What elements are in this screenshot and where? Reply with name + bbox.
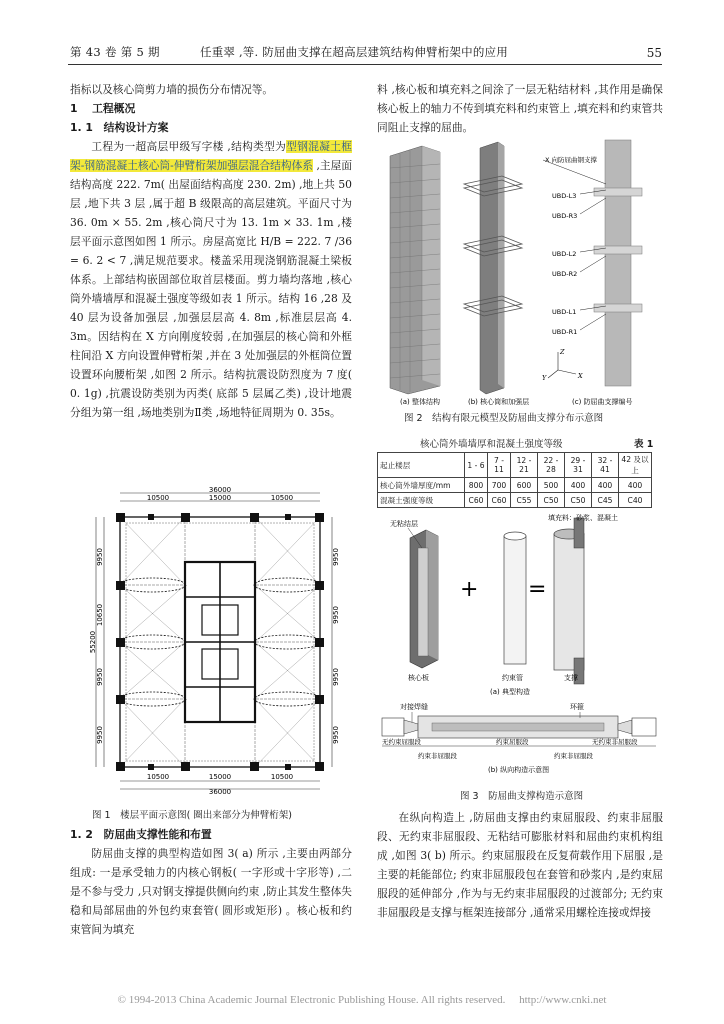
copyright-footer: © 1994-2013 China Academic Journal Electronic Publishing House. All rights reserved. http://www.cnki.net bbox=[117, 994, 607, 1006]
cell: 12 - 21 bbox=[511, 453, 538, 478]
fig2-sub-b: (b) 核心筒和加强层 bbox=[468, 398, 530, 406]
dim-left-4: 9950 bbox=[96, 726, 104, 744]
label-ubd-l3: UBD-L3 bbox=[552, 192, 577, 200]
page-number: 55 bbox=[646, 46, 662, 60]
running-title: 任重翠 ,等. 防屈曲支撑在超高层建筑结构伸臂桁架中的应用 bbox=[200, 45, 508, 59]
cell: 700 bbox=[488, 478, 511, 493]
cell: C40 bbox=[619, 493, 652, 508]
table-1-number: 表 1 bbox=[634, 439, 654, 450]
label-ubd-l2: UBD-L2 bbox=[552, 250, 577, 258]
cell: 600 bbox=[511, 478, 538, 493]
design-text-post: ,主屋面结构高度 222. 7m( 出屋面结构高度 230. 2m) ,地上共 50 层 ,地下共 3 层 ,属于超 B 级限高的高层建筑。平面尺寸为 36. 0m × 55. 2m ,核心筒尺寸为 13. 1m × 33. 1m ,楼层平面示意图如图 1 所示。房屋高宽比 H/B = 222. 7 /36 = 6. 2 < 7 ,满足规范要求。楼盖采用现浇钢筋混凝土梁板体系。上部结构嵌固部位取首层楼面。剪力墙均落地 ,核心筒外墙墙厚和混凝土强度等级如表 1 所示。结构 16 ,28 及 40 层为设备加强层 ,加强层层高 4. 8m ,标准层层高 4. 3m。因结构在 X 方向刚度较弱 ,在加强层的核心筒和外框柱间沿 X 方向设置伸臂桁架 ,并在 3 处加强层的外框筒位置设置环向腰桁架 ,如图 2 所示。结构抗震设防烈度为 7 度( 0. 1g) ,抗震设防类别为丙类( 底部 5 层属乙类) ,设计地震分组为第一组 ,场地类别为Ⅱ类 ,场地特征周期为 0. 35s。 bbox=[70, 159, 353, 419]
floor-plan-drawing bbox=[90, 487, 345, 795]
figure-1-floor-plan bbox=[90, 487, 345, 795]
label-ring: 环箍 bbox=[570, 703, 584, 711]
section-1-1-heading: 1. 1 结构设计方案 bbox=[70, 121, 169, 134]
tower-overall bbox=[390, 146, 440, 394]
left-column bbox=[70, 80, 352, 422]
cell: 400 bbox=[619, 478, 652, 493]
dim-top-b: 15000 bbox=[208, 494, 232, 502]
cell-header: 混凝土强度等级 bbox=[378, 493, 465, 508]
brace-layout bbox=[542, 140, 642, 386]
cell: 42 及以上 bbox=[619, 453, 652, 478]
cell: 32 - 41 bbox=[592, 453, 619, 478]
figure-2-fe-model bbox=[380, 138, 665, 406]
table-row bbox=[378, 478, 652, 493]
figure-1-caption: 图 1 楼层平面示意图( 圈出来部分为伸臂桁架) bbox=[92, 810, 292, 821]
cell-header: 起止楼层 bbox=[378, 453, 465, 478]
axis-x: X bbox=[578, 372, 583, 380]
plus-symbol: + bbox=[460, 577, 479, 602]
table-row bbox=[378, 493, 652, 508]
fig2-sub-a: (a) 整体结构 bbox=[400, 398, 440, 406]
label-ubd-r3: UBD-R3 bbox=[552, 212, 578, 220]
dim-left-total: 55200 bbox=[89, 630, 97, 654]
dim-right-2: 9950 bbox=[332, 606, 340, 624]
brace-paragraph: 防屈曲支撑的典型构造如图 3( a) 所示 ,主要由两部分组成: 一是承受轴力的内核心钢板( 一字形或十字形等) ,二是不参与受力 ,只对钢支撑提供侧向约束 ,防止其发生整体失稳和局部屈曲的外包约束套管( 圆形或矩形) 。核心板和约束管间为填充 bbox=[70, 847, 352, 936]
fig3-sub-a: (a) 典型构造 bbox=[490, 688, 530, 696]
journal-issue: 第 43 卷 第 5 期 bbox=[70, 45, 160, 59]
figure-3-brace-detail bbox=[378, 508, 666, 778]
label-core-plate: 核心板 bbox=[408, 674, 429, 682]
dim-right-1: 9950 bbox=[332, 548, 340, 566]
header-rule bbox=[68, 64, 662, 65]
label-tube: 约束管 bbox=[502, 674, 523, 682]
left-column-lower bbox=[70, 825, 352, 939]
cell: C60 bbox=[465, 493, 488, 508]
filler-paragraph: 料 ,核心板和填充料之间涂了一层无粘结材料 ,其作用是确保核心板上的轴力不传到填充料和约束管上 ,填充料和约束管共同阻止支撑的屈曲。 bbox=[377, 83, 663, 134]
label-ubd-r1: UBD-R1 bbox=[552, 328, 578, 336]
dim-left-1: 9950 bbox=[96, 548, 104, 566]
right-column-lower bbox=[377, 808, 663, 922]
label-bound-yield: 约束屈服段 bbox=[496, 738, 529, 746]
cell: C45 bbox=[592, 493, 619, 508]
label-free-yield-left: 无约束屈服段 bbox=[382, 738, 421, 746]
core-plate-illustration bbox=[410, 530, 438, 668]
label-ubd-l1: UBD-L1 bbox=[552, 308, 577, 316]
design-text-pre: 工程为一超高层甲级写字楼 ,结构类型为 bbox=[91, 140, 287, 153]
cell: C60 bbox=[488, 493, 511, 508]
highlighted-structure-type: 型钢混凝土框架-钢筋混凝土核心筒-伸臂桁架加强层混合结构体系 bbox=[70, 140, 352, 172]
cell-header: 核心筒外墙厚度/mm bbox=[378, 478, 465, 493]
label-ubd-r2: UBD-R2 bbox=[552, 270, 578, 278]
design-paragraph bbox=[70, 137, 352, 422]
intro-paragraph: 指标以及核心筒剪力墙的损伤分布情况等。 bbox=[70, 83, 274, 96]
cell: 500 bbox=[538, 478, 565, 493]
table-1-title: 核心筒外墙墙厚和混凝土强度等级 bbox=[420, 439, 563, 450]
table-1 bbox=[377, 452, 652, 508]
tube-illustration bbox=[504, 532, 526, 664]
dim-top-a: 10500 bbox=[146, 494, 170, 502]
axis-y: Y bbox=[542, 374, 547, 382]
cell: 400 bbox=[565, 478, 592, 493]
axis-z: Z bbox=[560, 348, 565, 356]
fe-model-drawing bbox=[380, 138, 665, 406]
label-free-nonyield-right: 无约束非屈服段 bbox=[592, 738, 638, 746]
dim-left-3: 9950 bbox=[96, 668, 104, 686]
longitudinal-paragraph: 在纵向构造上 ,防屈曲支撑由约束屈服段、约束非屈服段、无约束非屈服段、无粘结可膨胀材料和屈曲约束机构组成 ,如图 3( b) 所示。约束屈服段在反复荷载作用下屈服 ,是主要的耗能部位; 约束非屈服段包在套管和砂浆内 ,是约束屈服段的延伸部分 ,作为与无约束非屈服段的过渡部分; 无约束非屈服段是支撑与框架连接部分 ,通常采用螺栓连接或焊接 bbox=[377, 811, 663, 919]
wall-thickness-table bbox=[377, 452, 652, 508]
cell: C55 bbox=[511, 493, 538, 508]
right-column-top bbox=[377, 80, 663, 137]
label-brace: 支撑 bbox=[564, 674, 578, 682]
label-butt-weld: 对接焊缝 bbox=[400, 703, 428, 711]
dim-left-2: 10650 bbox=[96, 603, 104, 627]
dim-bot-total: 36000 bbox=[208, 788, 232, 796]
legend-x-brace: X 向防屈曲钢支撑 bbox=[545, 156, 598, 164]
section-1-heading: 1 工程概况 bbox=[70, 102, 136, 115]
dim-top-total: 36000 bbox=[208, 486, 232, 494]
equals-symbol: = bbox=[528, 577, 547, 602]
cell: 29 - 31 bbox=[565, 453, 592, 478]
core-and-outriggers bbox=[464, 142, 522, 394]
dim-right-4: 9950 bbox=[332, 726, 340, 744]
cell: C50 bbox=[565, 493, 592, 508]
section-1-2-heading: 1. 2 防屈曲支撑性能和布置 bbox=[70, 828, 212, 841]
label-filler: 填充料：砂浆、混凝土 bbox=[548, 514, 618, 522]
cell: 1 - 6 bbox=[465, 453, 488, 478]
brace-illustration bbox=[554, 518, 584, 684]
dim-right-3: 9950 bbox=[332, 668, 340, 686]
fig3-sub-b: (b) 纵向构造示意图 bbox=[488, 766, 550, 774]
brace-detail-drawing bbox=[378, 508, 666, 778]
cell: 22 - 28 bbox=[538, 453, 565, 478]
table-row bbox=[378, 453, 652, 478]
longitudinal-brace bbox=[382, 712, 656, 738]
fig2-sub-c: (c) 防屈曲支撑编号 bbox=[572, 398, 633, 406]
dim-bot-b: 15000 bbox=[208, 773, 232, 781]
dim-top-c: 10500 bbox=[270, 494, 294, 502]
dim-bot-c: 10500 bbox=[270, 773, 294, 781]
label-bound-nonyield-left: 约束非屈服段 bbox=[418, 752, 457, 760]
cell: 7 - 11 bbox=[488, 453, 511, 478]
cell: 800 bbox=[465, 478, 488, 493]
cell: 400 bbox=[592, 478, 619, 493]
figure-2-caption: 图 2 结构有限元模型及防屈曲支撑分布示意图 bbox=[404, 413, 604, 424]
label-unbonded: 无粘结层 bbox=[390, 520, 418, 528]
dim-bot-a: 10500 bbox=[146, 773, 170, 781]
label-bound-nonyield-right: 约束非屈服段 bbox=[554, 752, 593, 760]
figure-3-caption: 图 3 防屈曲支撑构造示意图 bbox=[460, 791, 584, 802]
cell: C50 bbox=[538, 493, 565, 508]
